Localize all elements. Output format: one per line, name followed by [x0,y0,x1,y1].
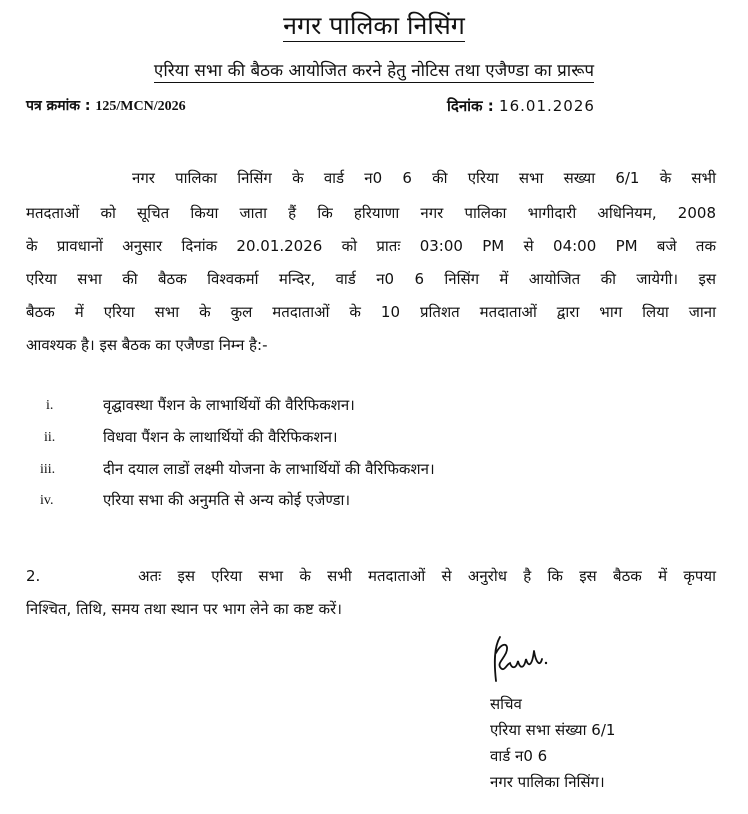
agenda-item-number: iii. [40,462,56,477]
page-title [0,8,748,42]
agenda-item-number: iv. [40,493,54,508]
agenda-item-text: एरिया सभा की अनुमति से अन्य कोई एजेण्डा। [103,491,351,509]
request-line-1: 2. अतः इस एरिया सभा के सभी मतदाताओं से अनुरोध है कि इस बैठक में कृपया [26,567,716,585]
signature-scribble-icon [488,633,558,693]
body-line-6: आवश्यक है। इस बैठक का एजैण्डा निम्न है:- [26,336,268,354]
date-label: दिनांक : [447,97,494,115]
reference-value: 125/MCN/2026 [95,99,186,114]
body-line-4: एरिया सभा की बैठक विश्वकर्मा मन्दिर, वार्ड न0 6 निसिंग में आयोजित की जायेगी। इस [26,270,716,288]
date-value: 16.01.2026 [499,97,595,115]
signature [488,633,558,697]
agenda-item-text: वृद्घावस्था पैंशन के लाभार्थियों की वैरिफिकशन। [103,396,355,414]
signatory-ward: वार्ड न0 6 [490,747,548,765]
agenda-item-number: ii. [44,430,56,445]
agenda-item-text: विधवा पैंशन के लाथार्थियों की वैरिफिकशन। [103,428,338,446]
reference-number [26,96,186,115]
subject-text: एरिया सभा की बैठक आयोजित करने हेतु नोटिस तथा एजैण्डा का प्रारूप [153,61,595,81]
signatory-area-sabha: एरिया सभा संख्या 6/1 [490,721,616,739]
body-line-1: नगर पालिका निसिंग के वार्ड न0 6 की एरिया सभा सख्या 6/1 के सभी [132,169,716,187]
reference-label: पत्र क्रमांक : [26,98,91,114]
office-name: नगर पालिका निसिंग [283,11,465,40]
notice-subject [0,58,748,81]
body-line-3: के प्रावधानों अनुसार दिनांक 20.01.2026 को प्रातः 03:00 PM से 04:00 PM बजे तक [26,237,716,255]
agenda-item-text: दीन दयाल लाडों लक्ष्मी योजना के लाभार्थियों की वैरिफिकशन। [103,460,435,478]
agenda-item-number: i. [46,398,54,413]
body-line-5: बैठक में एरिया सभा के कुल मतदाताओं के 10 प्रतिशत मतदाताओं द्वारा भाग लिया जाना [26,303,716,321]
signatory-office: नगर पालिका निसिंग। [490,773,605,791]
notice-date [447,96,595,116]
request-line-2: निश्चित, तिथि, समय तथा स्थान पर भाग लेने का कष्ट करें। [26,600,342,618]
signatory-designation: सचिव [490,695,522,713]
body-line-2: मतदताओं को सूचित किया जाता हैं कि हरियाणा नगर पालिका भागीदारी अधिनियम, 2008 [26,204,716,222]
